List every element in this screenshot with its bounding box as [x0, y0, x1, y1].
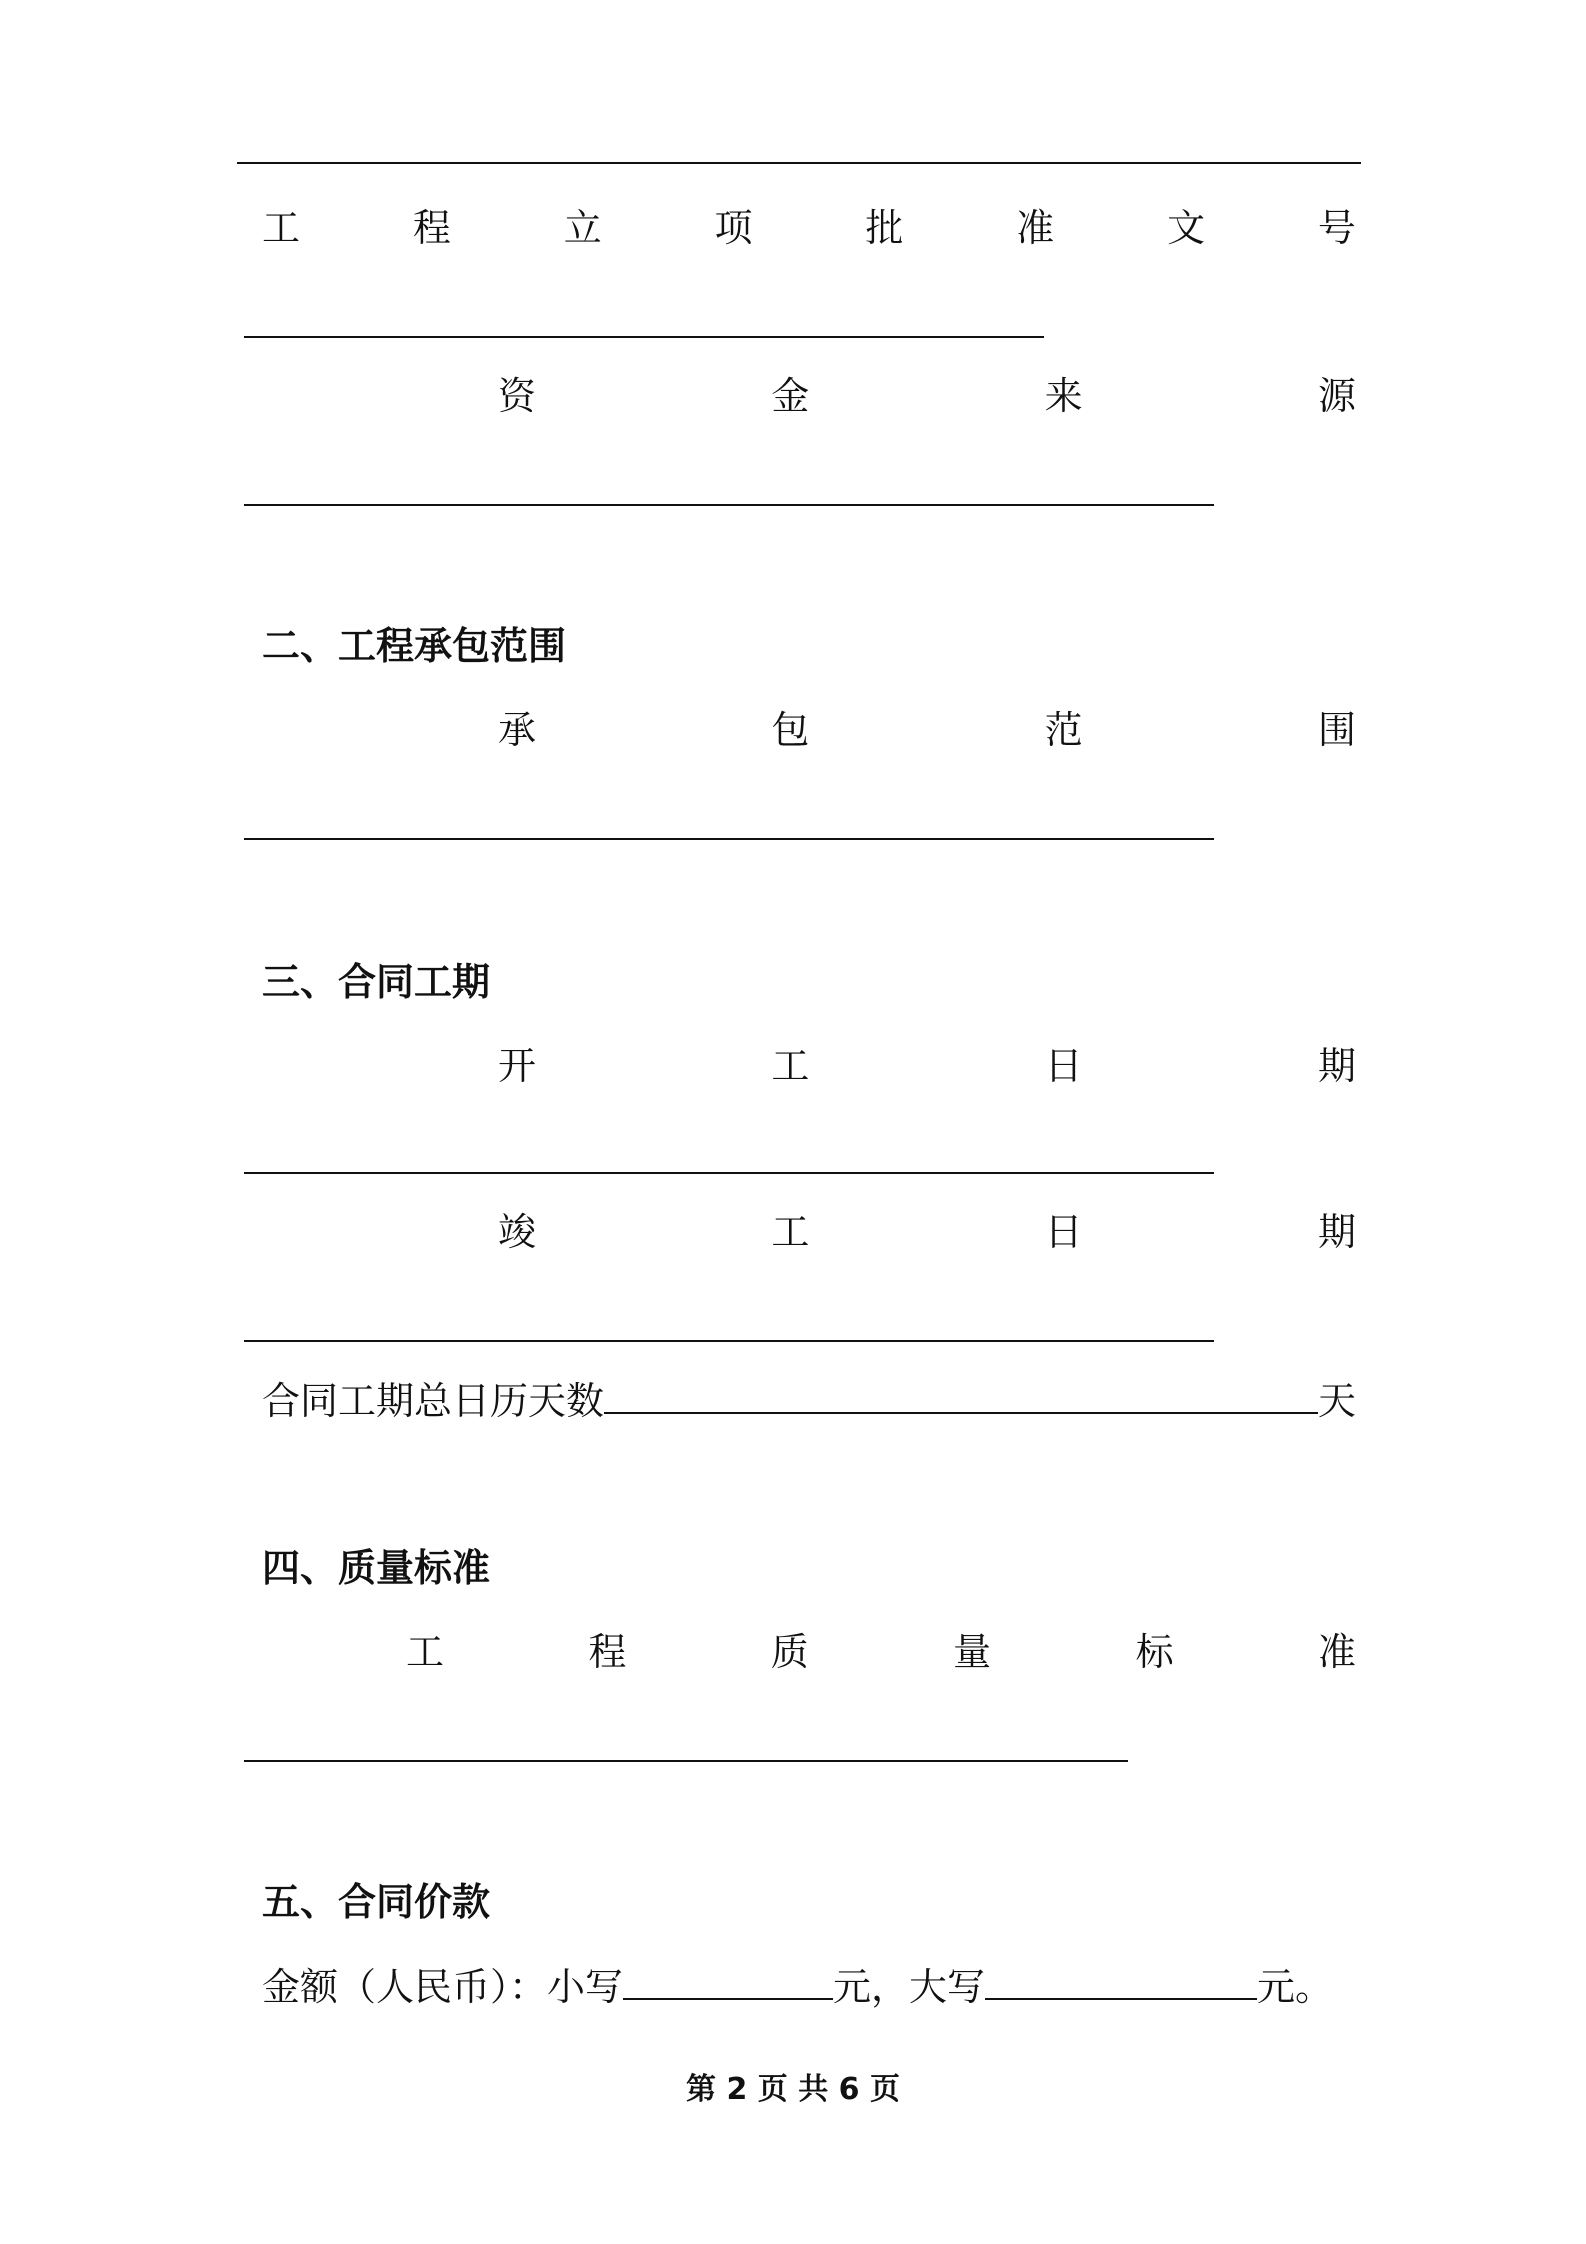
start-date-label: 开 工 日 期 — [498, 1044, 1356, 1088]
amount-words-blank[interactable] — [985, 1962, 1257, 2000]
quality-standard-blank[interactable] — [244, 1760, 1128, 1762]
scope-label: 承 包 范 围 — [498, 708, 1356, 752]
approval-number-blank[interactable] — [244, 336, 1044, 338]
amount-digits-blank[interactable] — [623, 1962, 833, 2000]
end-date-blank[interactable] — [244, 1340, 1214, 1342]
start-date-blank[interactable] — [244, 1172, 1214, 1174]
scope-blank[interactable] — [244, 838, 1214, 840]
quality-standard-label: 工 程 质 量 标 准 — [406, 1630, 1356, 1674]
section-3-heading: 三、合同工期 — [262, 960, 491, 1004]
total-days-label: 合同工期总日历天数 — [262, 1379, 605, 1423]
page-number-footer: 第 2 页 共 6 页 — [686, 2072, 900, 2107]
fund-source-label: 资 金 来 源 — [498, 374, 1356, 418]
total-days-unit: 天 — [1318, 1379, 1357, 1423]
amount-row — [262, 1962, 1333, 2011]
end-date-label: 竣 工 日 期 — [498, 1210, 1356, 1254]
total-days-row — [262, 1376, 1356, 1425]
section-4-heading: 四、质量标准 — [262, 1546, 491, 1590]
section-2-heading: 二、工程承包范围 — [262, 624, 567, 668]
approval-number-label: 工 程 立 项 批 准 文 号 — [262, 206, 1356, 250]
amount-suffix: 元。 — [1257, 1965, 1334, 2009]
amount-mid: 元，大写 — [833, 1965, 986, 2009]
fund-source-blank[interactable] — [244, 504, 1214, 506]
total-days-blank[interactable] — [604, 1376, 1318, 1414]
header-rule — [237, 162, 1361, 164]
amount-prefix: 金额（人民币）：小写 — [262, 1965, 624, 2009]
section-5-heading: 五、合同价款 — [262, 1880, 491, 1924]
